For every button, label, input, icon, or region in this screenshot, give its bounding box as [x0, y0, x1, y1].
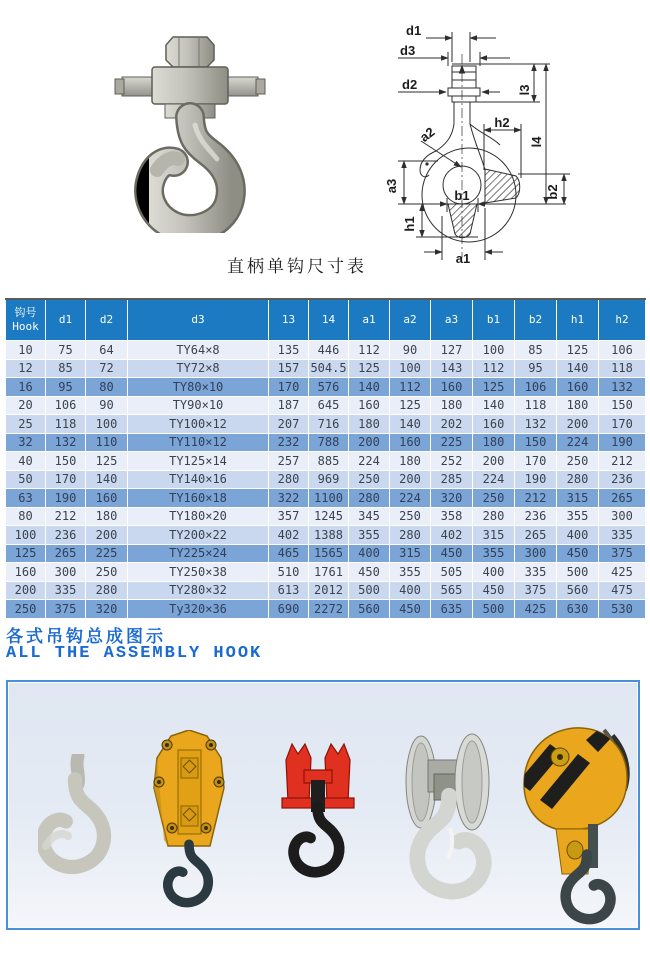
table-cell: 95	[515, 359, 557, 378]
table-cell: 450	[473, 581, 515, 600]
column-header: h1	[557, 299, 599, 341]
dim-label-a2: a2	[416, 124, 438, 145]
table-cell: 280	[349, 489, 390, 508]
table-cell: 505	[431, 563, 473, 582]
table-cell: 100	[390, 359, 431, 378]
table-cell: 576	[309, 378, 349, 397]
column-header: a1	[349, 299, 390, 341]
table-cell: 200	[390, 470, 431, 489]
table-cell: 200	[557, 415, 599, 434]
table-cell: 400	[390, 581, 431, 600]
table-row	[6, 433, 646, 452]
table-cell: 265	[599, 489, 646, 508]
table-cell: 280	[473, 507, 515, 526]
table-cell: TY225×24	[128, 544, 269, 563]
table-cell: 180	[349, 415, 390, 434]
table-cell: 118	[515, 396, 557, 415]
table-cell: 212	[46, 507, 86, 526]
table-cell: 100	[6, 526, 46, 545]
table-cell: 885	[309, 452, 349, 471]
table-cell: 250	[390, 507, 431, 526]
table-cell: 125	[86, 452, 128, 471]
table-cell: 280	[269, 470, 309, 489]
table-cell: 322	[269, 489, 309, 508]
column-header: d2	[86, 299, 128, 341]
table-cell: 335	[599, 526, 646, 545]
table-cell: 160	[349, 396, 390, 415]
table-row	[6, 396, 646, 415]
column-header: a3	[431, 299, 473, 341]
table-cell: 118	[599, 359, 646, 378]
table-cell: 450	[349, 563, 390, 582]
table-cell: 150	[599, 396, 646, 415]
table-cell: TY140×16	[128, 470, 269, 489]
assembly-hooks-photo-panel	[6, 680, 640, 930]
table-cell: 320	[86, 600, 128, 619]
table-cell: 64	[86, 341, 128, 360]
dim-label-h1: h1	[402, 216, 417, 232]
table-cell: 400	[349, 544, 390, 563]
table-cell: 355	[557, 507, 599, 526]
table-cell: 635	[431, 600, 473, 619]
table-cell: 285	[431, 470, 473, 489]
steel-sheave-hook-photo	[398, 732, 498, 922]
column-header: 14	[309, 299, 349, 341]
column-header: b1	[473, 299, 515, 341]
table-cell: 187	[269, 396, 309, 415]
table-cell: 190	[599, 433, 646, 452]
table-cell: 236	[515, 507, 557, 526]
table-cell: 250	[349, 470, 390, 489]
table-row	[6, 544, 646, 563]
table-cell: 16	[6, 378, 46, 397]
table-cell: 355	[349, 526, 390, 545]
table-cell: 75	[46, 341, 86, 360]
table-cell: 90	[390, 341, 431, 360]
table-cell: 160	[390, 433, 431, 452]
table-cell: 125	[473, 378, 515, 397]
table-cell: 200	[349, 433, 390, 452]
table-cell: 530	[599, 600, 646, 619]
table-cell: 170	[46, 470, 86, 489]
table-cell: TY125×14	[128, 452, 269, 471]
table-cell: 1565	[309, 544, 349, 563]
single-hook-photo	[95, 15, 295, 233]
table-cell: 355	[473, 544, 515, 563]
table-cell: 1245	[309, 507, 349, 526]
table-cell: 125	[390, 396, 431, 415]
table-row	[6, 470, 646, 489]
table-cell: 402	[431, 526, 473, 545]
table-cell: 257	[269, 452, 309, 471]
table-cell: 80	[6, 507, 46, 526]
table-cell: 224	[473, 470, 515, 489]
dim-label-a1: a1	[455, 251, 471, 266]
table-cell: 180	[390, 452, 431, 471]
table-row	[6, 489, 646, 508]
table-cell: 450	[557, 544, 599, 563]
dim-label-b2: b2	[545, 184, 560, 200]
table-cell: 357	[269, 507, 309, 526]
table-cell: TY110×12	[128, 433, 269, 452]
table-cell: 140	[473, 396, 515, 415]
table-cell: 630	[557, 600, 599, 619]
table-cell: 224	[349, 452, 390, 471]
table-cell: 95	[46, 378, 86, 397]
assembly-section-title-zh: 各式吊钩总成图示	[6, 627, 166, 646]
table-cell: 425	[599, 563, 646, 582]
table-row	[6, 415, 646, 434]
dim-label-d3: d3	[400, 43, 416, 58]
dim-label-d1: d1	[406, 23, 422, 38]
table-cell: 500	[349, 581, 390, 600]
table-cell: 335	[515, 563, 557, 582]
table-cell: 140	[86, 470, 128, 489]
table-cell: 375	[46, 600, 86, 619]
table-cell: 510	[269, 563, 309, 582]
table-cell: TY80×10	[128, 378, 269, 397]
table-cell: 450	[390, 600, 431, 619]
table-cell: 200	[6, 581, 46, 600]
table-cell: 12	[6, 359, 46, 378]
table-cell: 150	[515, 433, 557, 452]
table-cell: 375	[515, 581, 557, 600]
table-cell: 140	[557, 359, 599, 378]
table-cell: 100	[473, 341, 515, 360]
table-row	[6, 341, 646, 360]
table-cell: 358	[431, 507, 473, 526]
table-cell: 300	[599, 507, 646, 526]
table-cell: 140	[390, 415, 431, 434]
table-cell: 112	[349, 341, 390, 360]
table-cell: 190	[46, 489, 86, 508]
table-cell: TY180×20	[128, 507, 269, 526]
table-row	[6, 507, 646, 526]
table-cell: 180	[431, 396, 473, 415]
table-cell: TY64×8	[128, 341, 269, 360]
table-cell: 613	[269, 581, 309, 600]
column-header: b2	[515, 299, 557, 341]
table-cell: 2012	[309, 581, 349, 600]
table-cell: 112	[390, 378, 431, 397]
table-row	[6, 563, 646, 582]
table-cell: 90	[86, 396, 128, 415]
table-cell: 160	[6, 563, 46, 582]
table-cell: 236	[46, 526, 86, 545]
table-cell: 716	[309, 415, 349, 434]
table-cell: 320	[431, 489, 473, 508]
table-cell: 1761	[309, 563, 349, 582]
table-title: 直柄单钩尺寸表	[227, 257, 367, 276]
dim-label-d2: d2	[402, 77, 418, 92]
table-cell: 375	[599, 544, 646, 563]
table-cell: Ty320×36	[128, 600, 269, 619]
table-cell: 232	[269, 433, 309, 452]
table-cell: 560	[349, 600, 390, 619]
yellow-housing-sheave-hook-photo	[516, 724, 631, 929]
table-cell: 265	[515, 526, 557, 545]
red-trolley-hook-photo	[278, 740, 358, 905]
table-cell: 63	[6, 489, 46, 508]
table-cell: 450	[431, 544, 473, 563]
table-cell: 160	[557, 378, 599, 397]
table-cell: 500	[557, 563, 599, 582]
table-cell: 200	[473, 452, 515, 471]
table-cell: 20	[6, 396, 46, 415]
table-cell: 300	[515, 544, 557, 563]
table-cell: 500	[473, 600, 515, 619]
table-cell: 106	[515, 378, 557, 397]
table-row	[6, 526, 646, 545]
dim-label-h2: h2	[494, 115, 510, 130]
column-header: d3	[128, 299, 269, 341]
table-cell: 72	[86, 359, 128, 378]
table-cell: 225	[431, 433, 473, 452]
table-cell: 560	[557, 581, 599, 600]
table-cell: 400	[557, 526, 599, 545]
table-cell: 118	[46, 415, 86, 434]
table-cell: 110	[86, 433, 128, 452]
table-cell: 280	[390, 526, 431, 545]
table-cell: 40	[6, 452, 46, 471]
table-cell: 207	[269, 415, 309, 434]
yellow-pulley-block-hook-photo	[144, 730, 234, 930]
table-cell: 132	[46, 433, 86, 452]
table-cell: 132	[515, 415, 557, 434]
table-cell: 315	[473, 526, 515, 545]
table-cell: 180	[86, 507, 128, 526]
table-cell: TY100×12	[128, 415, 269, 434]
table-cell: 143	[431, 359, 473, 378]
table-cell: 25	[6, 415, 46, 434]
table-cell: 345	[349, 507, 390, 526]
dimension-diagram	[378, 6, 650, 266]
table-row	[6, 452, 646, 471]
dim-label-a3: a3	[384, 178, 399, 194]
table-cell: 400	[473, 563, 515, 582]
table-cell: 157	[269, 359, 309, 378]
table-cell: 140	[349, 378, 390, 397]
table-cell: 355	[390, 563, 431, 582]
table-cell: 170	[269, 378, 309, 397]
table-cell: 250	[473, 489, 515, 508]
table-cell: 135	[269, 341, 309, 360]
dimension-table	[5, 298, 646, 619]
table-cell: TY160×18	[128, 489, 269, 508]
dim-label-l3: l3	[517, 84, 532, 96]
table-cell: 150	[46, 452, 86, 471]
column-header-hook: 钩号 Hook	[6, 299, 46, 341]
table-cell: 236	[599, 470, 646, 489]
table-cell: 106	[599, 341, 646, 360]
table-cell: 250	[6, 600, 46, 619]
table-cell: 224	[390, 489, 431, 508]
table-cell: 127	[431, 341, 473, 360]
table-cell: 265	[46, 544, 86, 563]
table-cell: 315	[557, 489, 599, 508]
table-cell: 250	[557, 452, 599, 471]
table-cell: 280	[557, 470, 599, 489]
table-cell: 969	[309, 470, 349, 489]
table-cell: 504.5	[309, 359, 349, 378]
table-cell: 10	[6, 341, 46, 360]
table-cell: 50	[6, 470, 46, 489]
table-cell: TY200×22	[128, 526, 269, 545]
table-cell: 202	[431, 415, 473, 434]
column-header: 13	[269, 299, 309, 341]
table-cell: 212	[515, 489, 557, 508]
table-cell: 645	[309, 396, 349, 415]
table-cell: TY250×38	[128, 563, 269, 582]
table-cell: 125	[557, 341, 599, 360]
table-cell: 125	[6, 544, 46, 563]
table-cell: 85	[515, 341, 557, 360]
table-cell: 85	[46, 359, 86, 378]
table-cell: 250	[86, 563, 128, 582]
table-cell: 446	[309, 341, 349, 360]
table-cell: 300	[46, 563, 86, 582]
table-header-row	[6, 299, 646, 341]
column-header: h2	[599, 299, 646, 341]
table-row	[6, 581, 646, 600]
table-cell: 125	[349, 359, 390, 378]
table-cell: 132	[599, 378, 646, 397]
table-cell: 106	[46, 396, 86, 415]
table-cell: 1388	[309, 526, 349, 545]
table-cell: 565	[431, 581, 473, 600]
table-cell: TY280×32	[128, 581, 269, 600]
table-cell: 425	[515, 600, 557, 619]
table-cell: 100	[86, 415, 128, 434]
table-cell: 160	[473, 415, 515, 434]
table-cell: 475	[599, 581, 646, 600]
table-cell: 200	[86, 526, 128, 545]
table-row	[6, 359, 646, 378]
table-cell: 180	[557, 396, 599, 415]
table-cell: 80	[86, 378, 128, 397]
table-cell: 465	[269, 544, 309, 563]
table-cell: 224	[557, 433, 599, 452]
table-cell: 180	[473, 433, 515, 452]
table-cell: 690	[269, 600, 309, 619]
table-cell: 2272	[309, 600, 349, 619]
dim-label-b1: b1	[454, 188, 470, 203]
column-header: d1	[46, 299, 86, 341]
table-cell: 160	[86, 489, 128, 508]
table-cell: 1100	[309, 489, 349, 508]
table-cell: 190	[515, 470, 557, 489]
table-cell: 32	[6, 433, 46, 452]
dim-label-l4: l4	[529, 136, 544, 148]
table-cell: TY72×8	[128, 359, 269, 378]
assembly-section-title-en: ALL THE ASSEMBLY HOOK	[6, 644, 263, 663]
table-cell: 335	[46, 581, 86, 600]
table-cell: 170	[515, 452, 557, 471]
table-cell: 170	[599, 415, 646, 434]
table-row	[6, 600, 646, 619]
table-cell: 402	[269, 526, 309, 545]
table-cell: 280	[86, 581, 128, 600]
table-cell: 212	[599, 452, 646, 471]
table-cell: 252	[431, 452, 473, 471]
table-cell: 112	[473, 359, 515, 378]
table-cell: 315	[390, 544, 431, 563]
table-cell: 225	[86, 544, 128, 563]
table-cell: 160	[431, 378, 473, 397]
column-header: a2	[390, 299, 431, 341]
plain-forged-hook-photo	[38, 754, 118, 909]
table-cell: TY90×10	[128, 396, 269, 415]
table-row	[6, 378, 646, 397]
table-cell: 788	[309, 433, 349, 452]
